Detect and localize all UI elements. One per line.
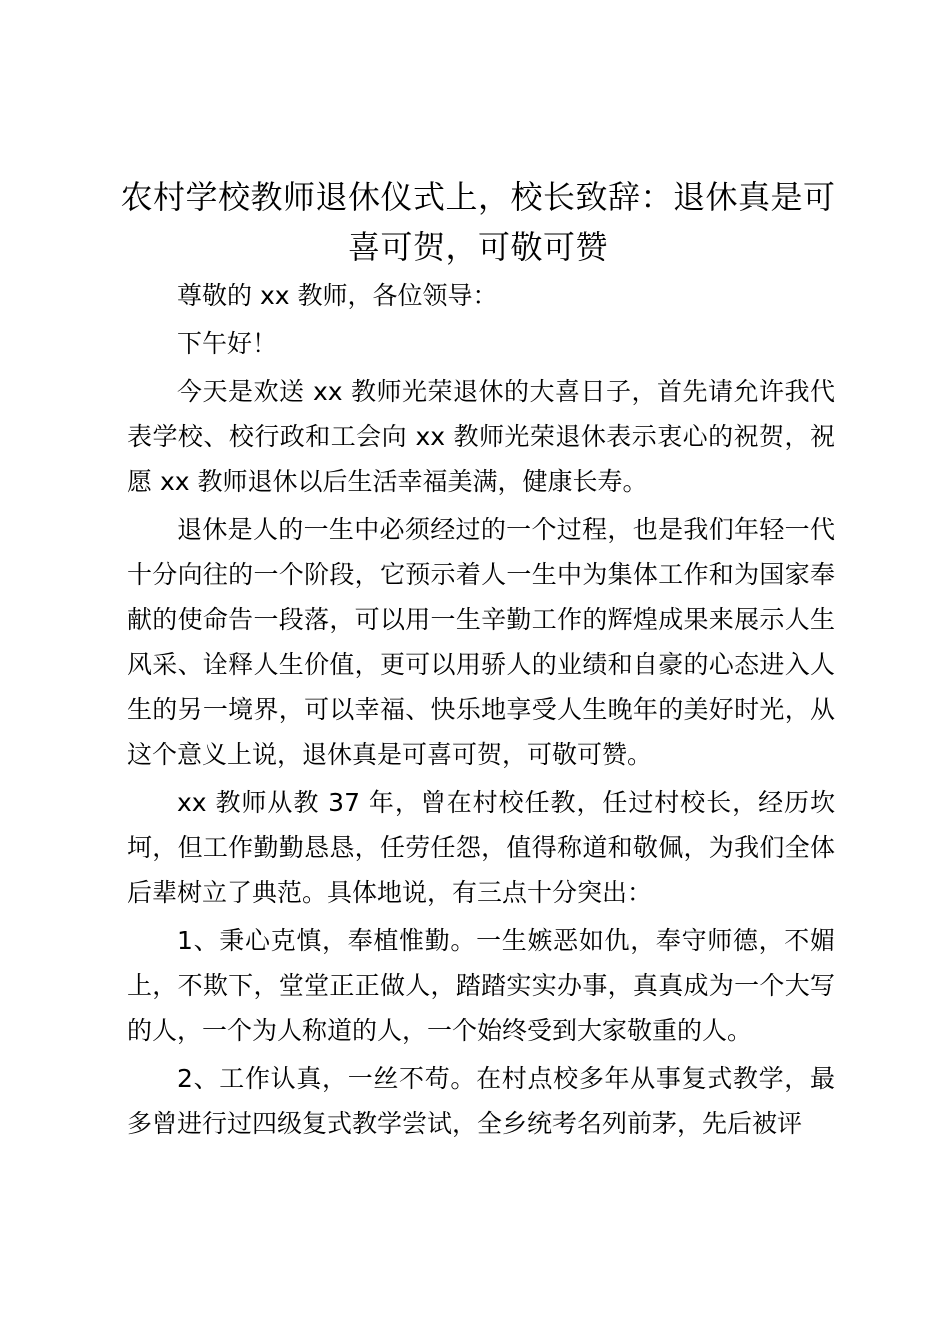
paragraph: xx 教师从教 37 年，曾在村校任教，任过村校长，经历坎坷，但工作勤勤恳恳，任劳任怨，值得称道和敬佩，为我们全体后辈树立了典范。具体地说，有三点十分突出：	[127, 788, 835, 907]
greeting: 下午好！	[177, 329, 278, 358]
document-body	[127, 273, 835, 1149]
paragraph: 退休是人的一生中必须经过的一个过程，也是我们年轻一代十分向往的一个阶段，它预示着人一生中为集体工作和为国家奉献的使命告一段落，可以用一生辛勤工作的辉煌成果来展示人生风采、诠释人生价值，更可以用骄人的业绩和自豪的心态进入人生的另一境界，可以幸福、快乐地享受人生晚年的美好时光，从这个意义上说，退休真是可喜可贺，可敬可赞。	[127, 515, 835, 769]
salutation: 尊敬的 xx 教师，各位领导：	[177, 281, 498, 310]
paragraph: 今天是欢送 xx 教师光荣退休的大喜日子，首先请允许我代表学校、校行政和工会向 xx 教师光荣退休表示衷心的祝贺，祝愿 xx 教师退休以后生活幸福美满，健康长寿。	[127, 377, 835, 496]
paragraph: 2、工作认真，一丝不苟。在村点校多年从事复式教学，最多曾进行过四级复式教学尝试，全乡统考名列前茅，先后被评	[127, 1064, 835, 1138]
paragraph: 1、秉心克慎，奉植惟勤。一生嫉恶如仇，奉守师德，不媚上，不欺下，堂堂正正做人，踏踏实实办事，真真成为一个大写的人，一个为人称道的人，一个始终受到大家敬重的人。	[127, 926, 835, 1045]
document-title: 农村学校教师退休仪式上，校长致辞：退休真是可喜可贺，可敬可赞	[120, 178, 836, 266]
